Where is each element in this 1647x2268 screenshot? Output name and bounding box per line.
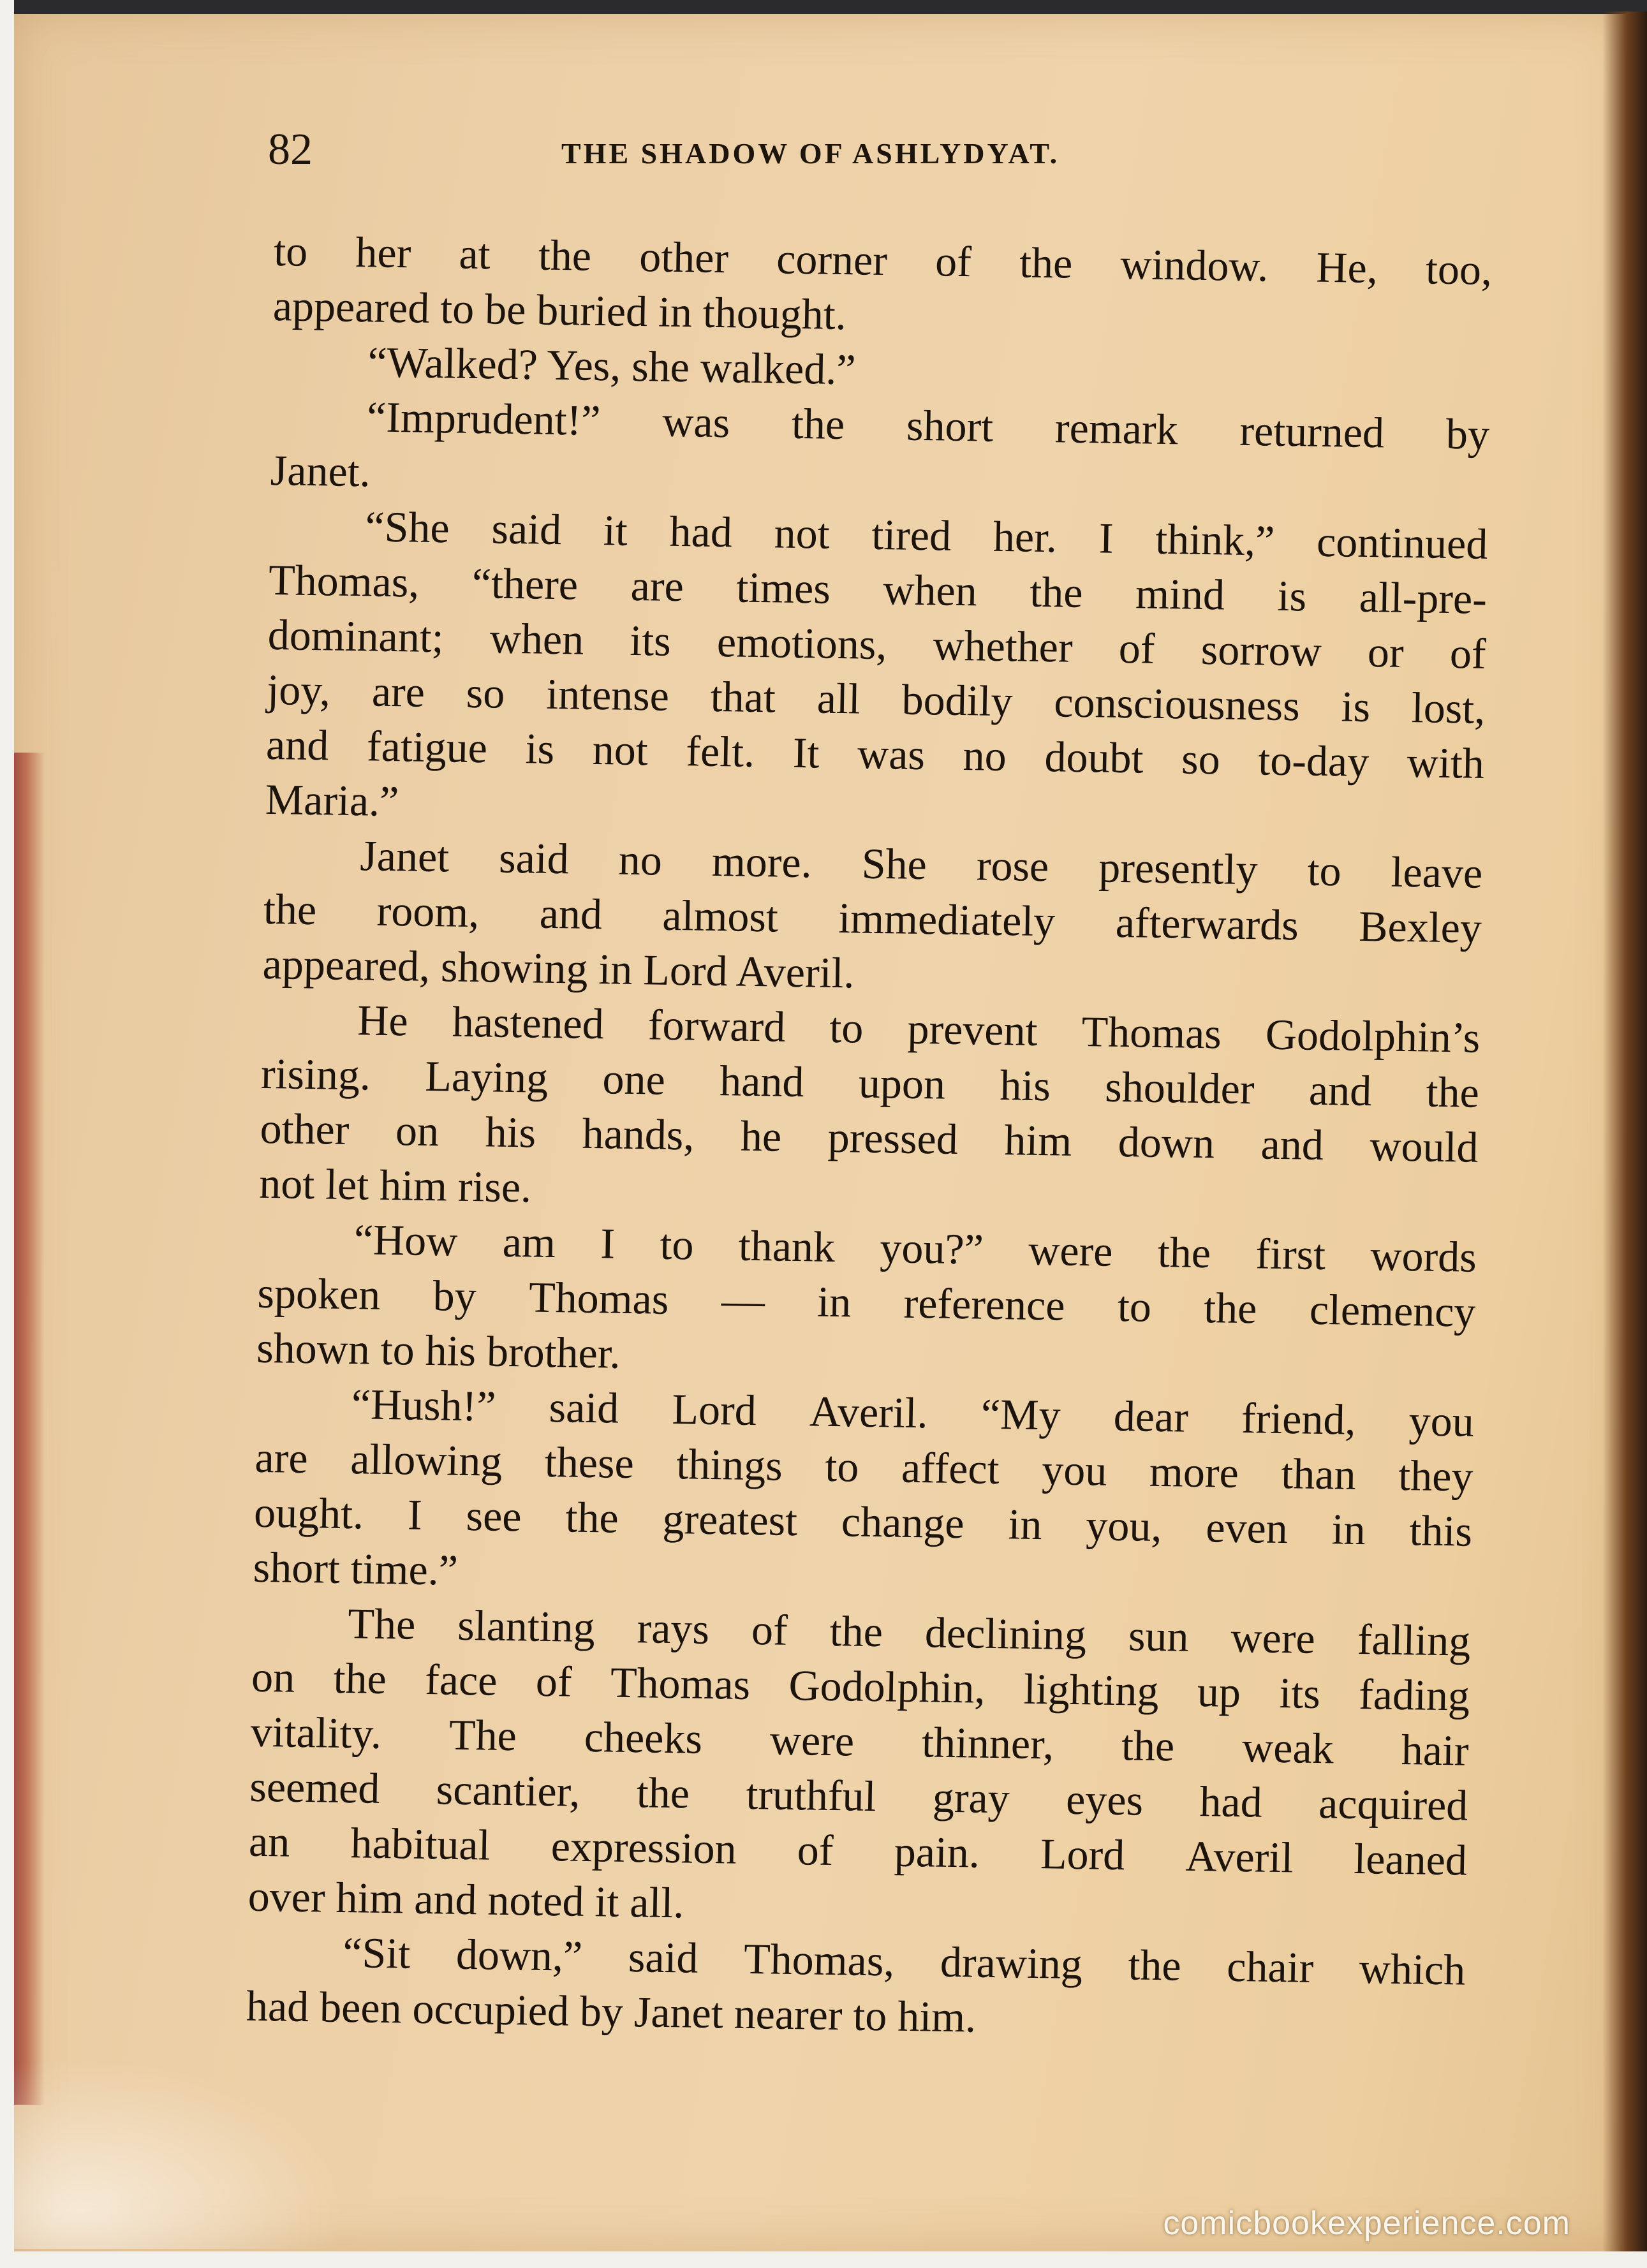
site-watermark: comicbookexperience.com — [1163, 2205, 1570, 2242]
page-stain — [14, 2058, 346, 2249]
text-line: joy, are so intense that all bodily consciousness is lost, — [266, 665, 1486, 733]
text-line: an habitual expression of pain. Lord Averil leaned — [248, 1816, 1468, 1885]
text-line: “Sit down,” said Thomas, drawing the chair which — [342, 1928, 1466, 1994]
text-line: “Hush!” said Lord Averil. “My dear friend, you — [351, 1380, 1475, 1446]
text-line: to her at the other corner of the window. He, too, — [273, 226, 1493, 294]
text-line: not let him rise. — [258, 1158, 532, 1212]
page-number: 82 — [268, 125, 313, 174]
page-fore-edge — [1602, 11, 1647, 2251]
text-line: “How am I to thank you?” were the first words — [353, 1215, 1477, 1281]
text-line: seemed scantier, the truthful gray eyes had acquired — [249, 1762, 1468, 1830]
text-line: the room, and almost immediately afterwards Bexley — [263, 884, 1482, 952]
text-line: He hastened forward to prevent Thomas Godolphin’s — [357, 996, 1481, 1062]
book-spine-edge — [14, 753, 45, 2105]
text-line: and fatigue is not felt. It was no doubt so to-day with — [265, 719, 1485, 788]
text-line: on the face of Thomas Godolphin, lighting up its fading — [251, 1652, 1470, 1720]
running-head: THE SHADOW OF ASHLYDYAT. — [561, 137, 1060, 170]
text-line: appeared to be buried in thought. — [272, 281, 847, 339]
text-line: rising. Laying one hand upon his shoulder and the — [260, 1049, 1480, 1117]
text-line: “She said it had not tired her. I think,” continued — [364, 502, 1488, 568]
body-text — [245, 223, 1498, 2092]
text-line: Janet said no more. She rose presently to leave — [359, 831, 1483, 897]
text-line: Maria.” — [265, 774, 399, 826]
text-line: “Walked? Yes, she walked.” — [367, 337, 857, 394]
text-line: dominant; when its emotions, whether of sorrow or of — [267, 610, 1487, 678]
text-line: Janet. — [270, 445, 371, 496]
text-line: over him and noted it all. — [247, 1871, 684, 1927]
text-line: Thomas, “there are times when the mind is all-pre- — [268, 555, 1488, 623]
text-line: “Imprudent!” was the short remark returned by — [366, 392, 1490, 459]
text-line: vitality. The cheeks were thinner, the weak hair — [250, 1707, 1470, 1775]
text-line: appeared, showing in Lord Averil. — [262, 939, 855, 998]
page-header — [268, 121, 1289, 179]
text-line: are allowing these things to affect you more than they — [255, 1432, 1473, 1501]
text-line: short time.” — [253, 1542, 459, 1594]
text-line: shown to his brother. — [256, 1323, 621, 1378]
page-top-edge — [14, 0, 1647, 14]
text-line: had been occupied by Janet nearer to him. — [246, 1981, 977, 2042]
text-line: ought. I see the greatest change in you, even in this — [253, 1487, 1473, 1556]
text-line: other on his hands, he pressed him down and would — [260, 1103, 1479, 1172]
text-line: The slanting rays of the declining sun were falling — [347, 1599, 1471, 1665]
text-line: spoken by Thomas — in reference to the clemency — [257, 1268, 1477, 1336]
